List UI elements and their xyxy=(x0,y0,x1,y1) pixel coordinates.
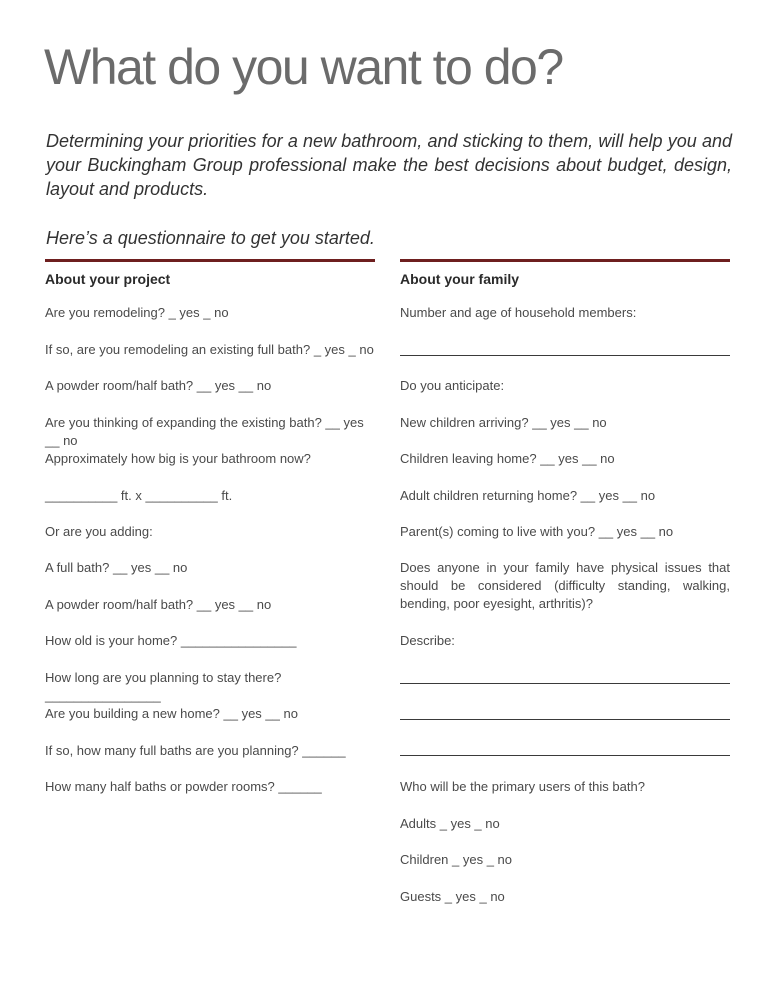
family-section xyxy=(400,259,730,904)
question-guests: Guests _ yes _ no xyxy=(400,889,505,904)
question-primary-users: Who will be the primary users of this bath? xyxy=(400,779,645,794)
question-children-leaving: Children leaving home? __ yes __ no xyxy=(400,451,615,466)
question-stay-duration: How long are you planning to stay there? ________________ xyxy=(45,670,282,703)
question-dimensions: __________ ft. x __________ ft. xyxy=(45,488,233,503)
questionnaire-intro: Here’s a questionnaire to get you started. xyxy=(46,228,375,248)
question-children: Children _ yes _ no xyxy=(400,852,513,867)
answer-line[interactable] xyxy=(400,355,730,356)
question-adding: Or are you adding: xyxy=(45,524,153,539)
question-parents: Parent(s) coming to live with you? __ yes __ no xyxy=(400,524,674,539)
question-new-children: New children arriving? __ yes __ no xyxy=(400,415,607,430)
answer-line[interactable] xyxy=(400,683,730,684)
question-bathroom-size: Approximately how big is your bathroom now? xyxy=(45,451,311,466)
question-expanding: Are you thinking of expanding the existing bath? __ yes __ no xyxy=(45,415,364,448)
question-powder-room: A powder room/half bath? __ yes __ no xyxy=(45,378,272,393)
question-remodeling: Are you remodeling? _ yes _ no xyxy=(45,305,229,320)
question-full-baths-count: If so, how many full baths are you planning? ______ xyxy=(45,743,346,758)
question-home-age: How old is your home? ________________ xyxy=(45,633,297,648)
family-heading: About your family xyxy=(400,271,520,287)
question-household: Number and age of household members: xyxy=(400,305,637,320)
page-title: What do you want to do? xyxy=(44,39,563,95)
question-adults: Adults _ yes _ no xyxy=(400,816,500,831)
question-full-bath: A full bath? __ yes __ no xyxy=(45,560,188,575)
question-physical-issues: Does anyone in your family have physical issues that should be considered (difficulty standing, walking, bending, poor eyesight, arthritis)? xyxy=(400,560,730,611)
answer-line[interactable] xyxy=(400,755,730,756)
project-section xyxy=(45,259,375,794)
question-adding-powder-room: A powder room/half bath? __ yes __ no xyxy=(45,597,272,612)
question-remodel-full-bath: If so, are you remodeling an existing full bath? _ yes _ no xyxy=(45,342,374,357)
question-half-baths-count: How many half baths or powder rooms? ______ xyxy=(45,779,322,794)
project-heading: About your project xyxy=(45,271,171,287)
question-describe: Describe: xyxy=(400,633,455,648)
question-adult-children: Adult children returning home? __ yes __ no xyxy=(400,488,656,503)
answer-line[interactable] xyxy=(400,719,730,720)
question-building-new: Are you building a new home? __ yes __ no xyxy=(45,706,298,721)
intro-paragraph: Determining your priorities for a new bathroom, and sticking to them, will help you and your Buckingham Group professional make the best decisions about budget, design, layout and products. xyxy=(46,131,732,199)
question-anticipate: Do you anticipate: xyxy=(400,378,505,393)
